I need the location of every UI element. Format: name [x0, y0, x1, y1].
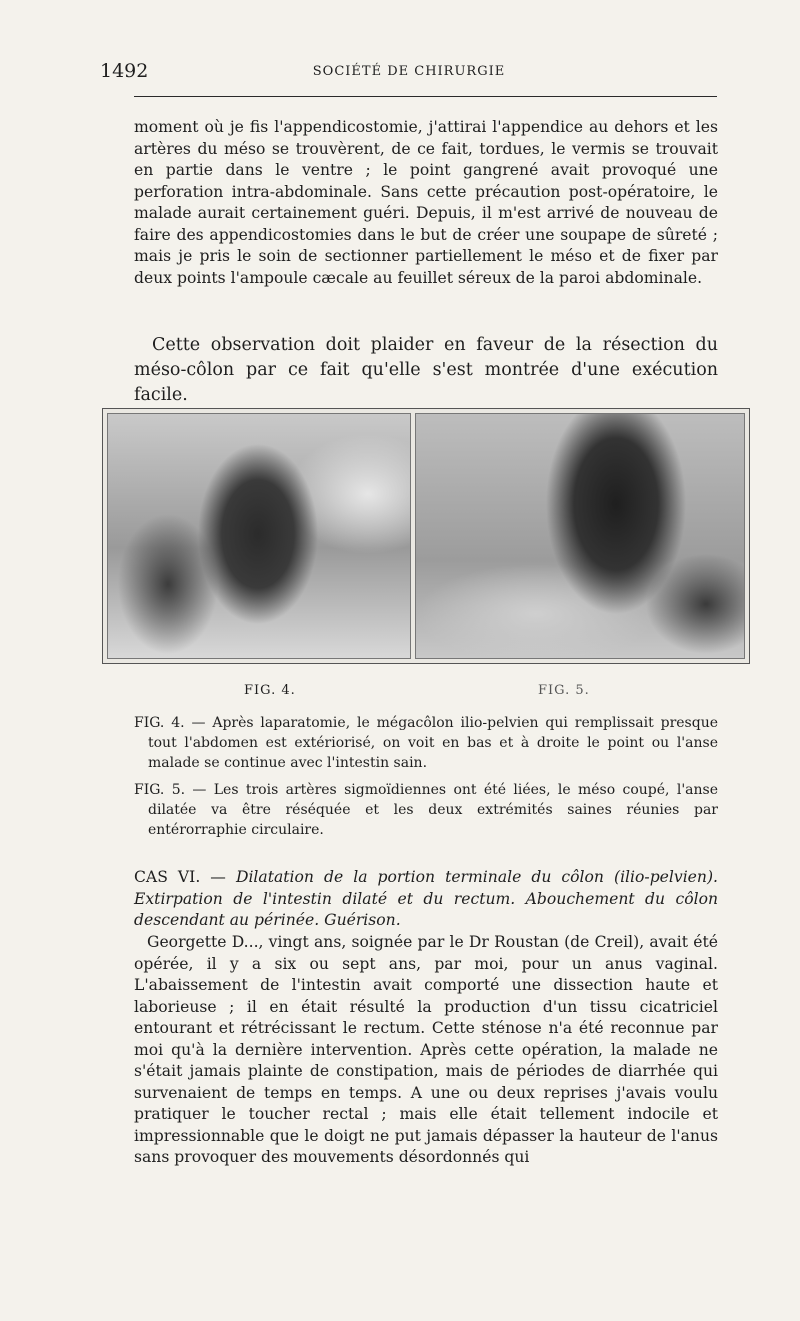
- figure-5-caption: FIG. 5. — Les trois artères sigmoïdiennes ont été liées, le méso coupé, l'anse dilatée va être réséquée et les deux extrémités saines réunies par entérorraphie circulaire.: [134, 782, 718, 838]
- figure-4-caption: FIG. 4. — Après laparatomie, le mégacôlon ilio-pelvien qui remplissait presque tout l'abdomen est extériorisé, on voit en bas et à droite le point ou l'anse malade se continue avec l'intestin sain.: [134, 715, 718, 771]
- body-paragraph: moment où je fis l'appendicostomie, j'attirai l'appendice au dehors et les artères du méso se trouvèrent, de ce fait, tordues, le vermis se trouvait en partie dans le ventre ; le point gangrené avait provoqué une perforation intra-abdominale. Sans cette précaution post-opératoire, le malade aurait certainement guéri. Depuis, il m'est arrivé de nouveau de faire des appendicostomies dans le but de créer une soupape de sûreté ; mais je pris le soin de sectionner partiellement le méso et de fixer par deux points l'ampoule cæcale au feuillet séreux de la paroi abdominale.: [134, 118, 718, 287]
- case-title: Dilatation de la portion terminale du côlon (ilio-pelvien). Extirpation de l'intestin dilaté et du rectum. Abouchement du côlon descendant au périnée. Guérison.: [134, 868, 718, 929]
- running-head: SOCIÉTÉ DE CHIRURGIE: [312, 64, 506, 79]
- case-body: Georgette D..., vingt ans, soignée par le Dr Roustan (de Creil), avait été opérée, il y a six ou sept ans, par moi, pour un anus vaginal. L'abaissement de l'intestin avait comporté une dissection haute et laborieuse ; il en était résulté la production d'un tissu cicatriciel entourant et rétrécissant le rectum. Cette sténose n'a été reconnue par moi qu'à la dernière intervention. Après cette opération, la malade ne s'était jamais plainte de constipation, mais de périodes de diarrhée qui survenaient de temps en temps. A une ou deux reprises j'avais voulu pratiquer le toucher rectal ; mais elle était tellement indocile et impressionnable que le doigt ne put jamais dépasser la hauteur de l'anus sans provoquer des mouvements désordonnés qui: [134, 933, 718, 1166]
- header-rule: [134, 96, 717, 97]
- figure-5-label: FIG. 5.: [538, 683, 590, 698]
- body-paragraph-large: Cette observation doit plaider en faveur de la résection du méso-côlon par ce fait qu'elle s'est montrée d'une exécution facile.: [134, 335, 718, 405]
- figure-4-label: FIG. 4.: [244, 683, 296, 698]
- figure-4-photo: [107, 413, 411, 659]
- case-label: CAS VI. —: [134, 868, 226, 886]
- case-heading: [134, 867, 718, 932]
- page-number: 1492: [100, 60, 149, 82]
- figure-5-photo: [415, 413, 745, 659]
- page-header: [100, 58, 718, 84]
- figure-plate: [102, 408, 750, 664]
